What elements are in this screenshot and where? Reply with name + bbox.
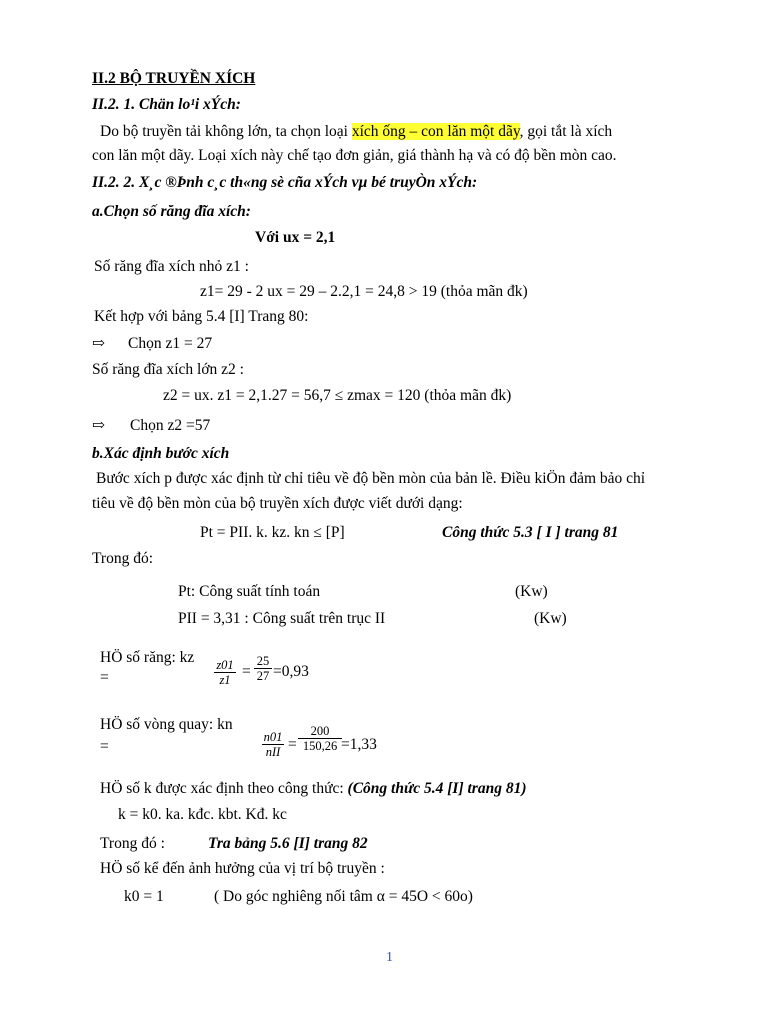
kn-label: HÖ số vòng quay: kn bbox=[100, 716, 233, 733]
kn-result: =1,33 bbox=[341, 736, 377, 753]
k0-value: k0 = 1 bbox=[124, 888, 164, 905]
kz-equals: = bbox=[100, 669, 109, 686]
paragraph-1-line2: con lăn một dãy. Loại xích này chế tạo đơn giản, giá thành hạ và có độ bền mòn cao. bbox=[92, 147, 617, 164]
kz-symbol-fraction: $\frac{z01}{z1}$ bbox=[214, 658, 236, 687]
with-ux: Với ux = 2,1 bbox=[255, 229, 336, 246]
pii-unit: (Kw) bbox=[534, 610, 567, 627]
heading: II.2 BỘ TRUYỀN XÍCH bbox=[92, 70, 256, 87]
kn-equals: = bbox=[100, 738, 109, 755]
section-title-2: II.2. 2. X¸c ®Þnh c¸c th«ng sè cña xÝch vµ bé truyÒn xÝch: bbox=[92, 174, 478, 191]
z2-label: Số răng đĩa xích lớn z2 : bbox=[92, 361, 244, 378]
where-label-2: Trong đó : bbox=[100, 835, 165, 852]
kn-symbol-fraction: n01 nII bbox=[263, 730, 283, 759]
kz-equals-2: = bbox=[242, 663, 251, 680]
pii-definition: PII = 3,31 : Công suất trên trục II bbox=[178, 610, 386, 627]
kn-equals-2: = bbox=[288, 736, 297, 753]
choose-z1: Chọn z1 = 27 bbox=[128, 335, 213, 352]
k-line: HÖ số k được xác định theo công thức: (Công thức 5.4 [I] trang 81) bbox=[100, 780, 527, 797]
table-ref: Tra bảng 5.6 [I] trang 82 bbox=[208, 835, 368, 852]
k-position-line: HÖ số kể đến ảnh hưởng của vị trí bộ truyền : bbox=[100, 860, 385, 877]
pt-unit: (Kw) bbox=[515, 583, 548, 600]
kz-value-fraction: $\frac{25}{27}$ bbox=[254, 654, 272, 683]
pt-formula-ref: Công thức 5.3 [ I ] trang 81 bbox=[442, 524, 619, 541]
highlighted-text: xích ống – con lăn một dãy bbox=[351, 123, 520, 140]
subheading-a: a.Chọn số răng đĩa xích: bbox=[92, 203, 251, 220]
z1-formula: z1= 29 - 2 ux = 29 – 2.2,1 = 24,8 > 19 (thỏa mãn đk) bbox=[200, 283, 528, 300]
pt-formula: Pt = PII. k. kz. kn ≤ [P] bbox=[200, 524, 345, 541]
pt-definition: Pt: Công suất tính toán bbox=[178, 583, 321, 600]
z1-label: Số răng đĩa xích nhỏ z1 : bbox=[94, 258, 249, 275]
page-number: 1 bbox=[386, 950, 393, 965]
kn-value-fraction: $\frac{200}{150,26}$ bbox=[298, 724, 342, 753]
arrow-icon: ⇨ bbox=[92, 335, 105, 352]
k-formula: k = k0. ka. kđc. kbt. Kđ. kc bbox=[118, 806, 287, 823]
paragraph-b-line2: tiêu về độ bền mòn của bộ truyền xích được viết dưới dạng: bbox=[92, 495, 463, 512]
k0-note: ( Do góc nghiêng nối tâm α = 45O < 60o) bbox=[214, 888, 473, 905]
where-label: Trong đó: bbox=[92, 550, 154, 567]
combine-line: Kết hợp với bảng 5.4 [I] Trang 80: bbox=[94, 308, 309, 325]
choose-z2: Chọn z2 =57 bbox=[130, 417, 211, 434]
kz-label: HÖ số răng: kz bbox=[100, 649, 195, 666]
paragraph-b-line1: Bước xích p được xác định từ chỉ tiêu về độ bền mòn của bản lề. Điều kiÖn đảm bảo chỉ bbox=[96, 470, 646, 487]
z2-formula: z2 = ux. z1 = 2,1.27 = 56,7 ≤ zmax = 120 (thỏa mãn đk) bbox=[163, 387, 512, 404]
paragraph-1: Do bộ truyền tải không lớn, ta chọn loại xích ống – con lăn một dãy, gọi tắt là xích bbox=[100, 123, 613, 140]
subheading-b: b.Xác định bước xích bbox=[92, 445, 230, 462]
arrow-icon: ⇨ bbox=[92, 417, 105, 434]
kz-result: =0,93 bbox=[273, 663, 309, 680]
section-title-1: II.2. 1. Chän lo¹i xÝch: bbox=[92, 96, 241, 113]
